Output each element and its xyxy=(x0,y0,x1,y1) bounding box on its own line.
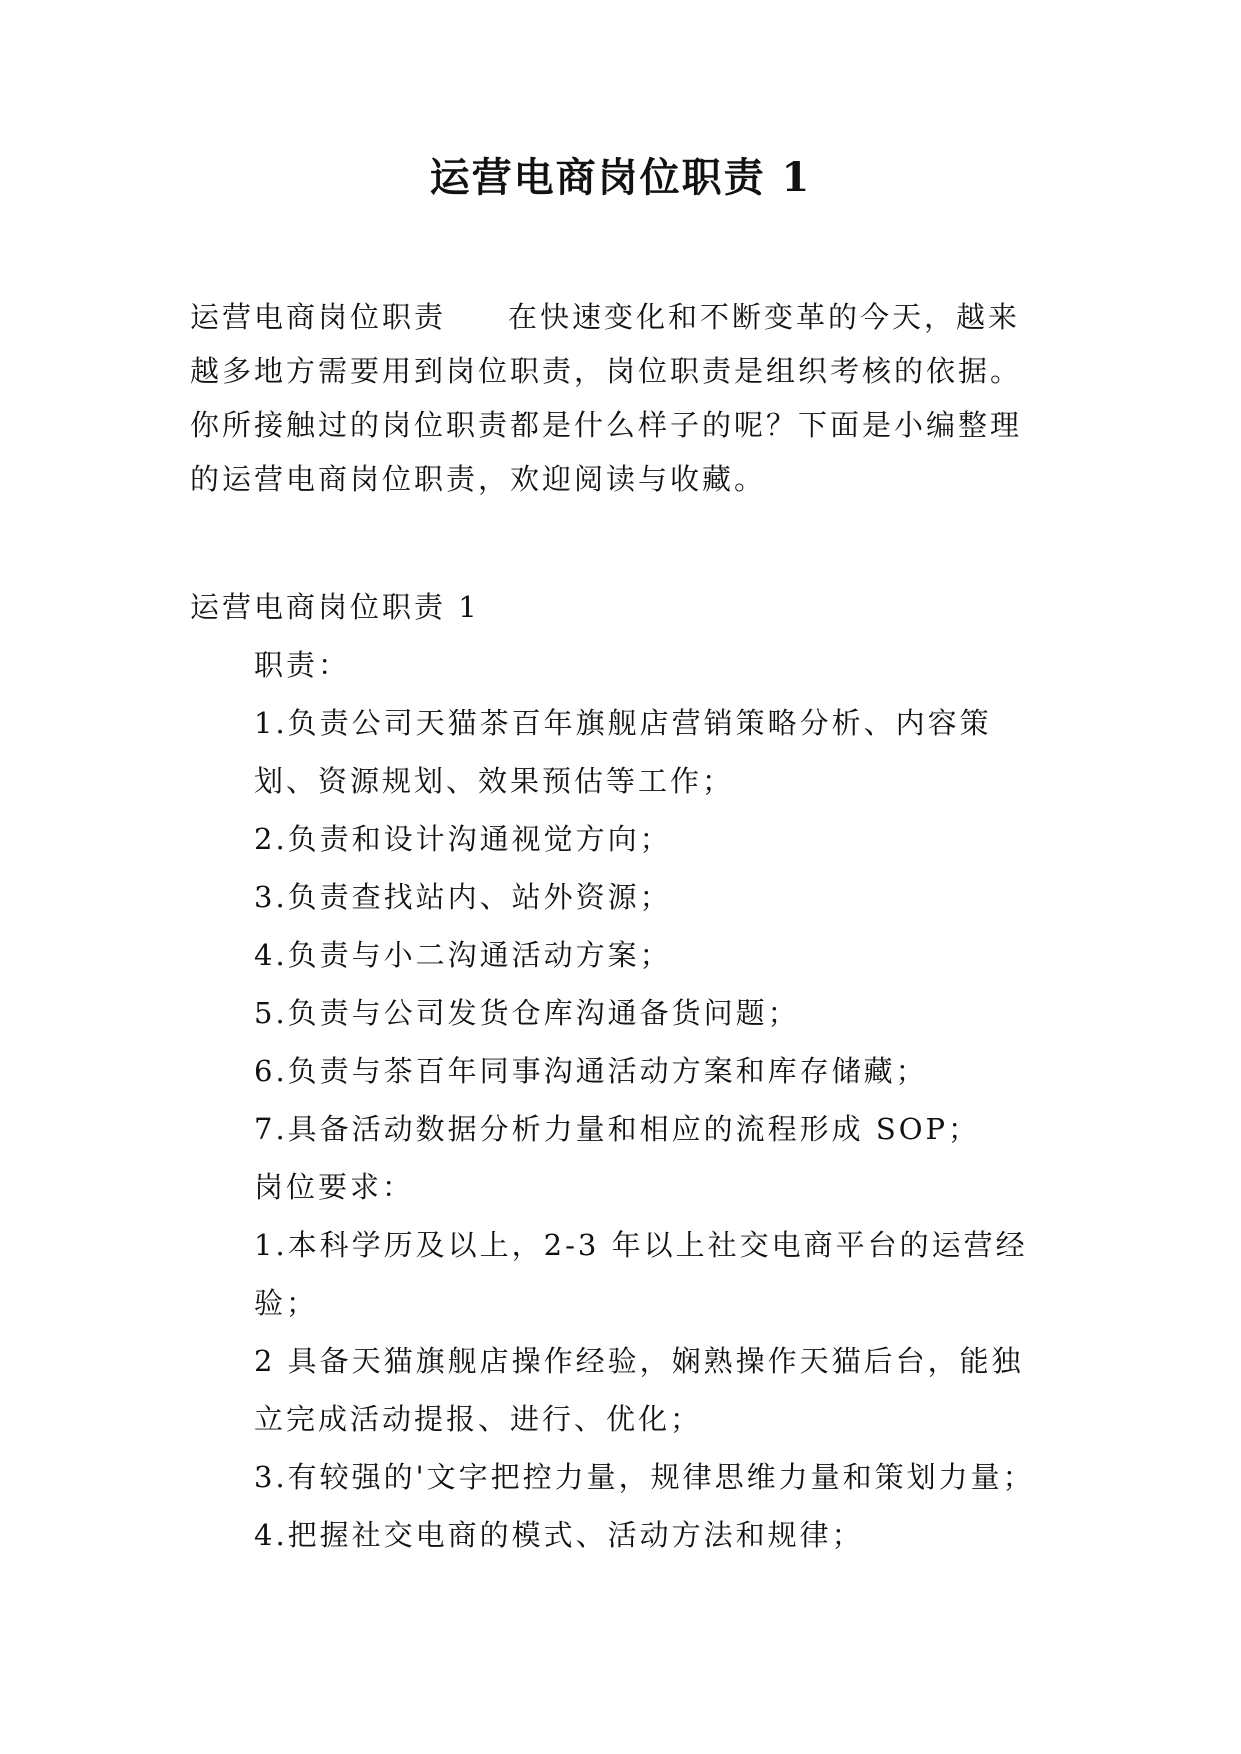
intro-paragraph xyxy=(190,290,1050,506)
duty-item: 2.负责和设计沟通视觉方向； xyxy=(254,822,672,856)
duty-item: 6.负责与茶百年同事沟通活动方案和库存储藏； xyxy=(254,1054,928,1088)
duties-label: 职责： xyxy=(254,648,351,682)
requirement-item: 3.有较强的'文字把控力量，规律思维力量和策划力量； xyxy=(254,1460,1035,1494)
intro-heading: 运营电商岗位职责 xyxy=(190,300,447,334)
requirements-label: 岗位要求： xyxy=(254,1170,415,1204)
duty-item: 1.负责公司天猫茶百年旗舰店营销策略分析、内容策划、资源规划、效果预估等工作； xyxy=(254,706,992,798)
duty-item: 7.具备活动数据分析力量和相应的流程形成 SOP； xyxy=(254,1112,981,1146)
requirement-item: 2 具备天猫旗舰店操作经验，娴熟操作天猫后台，能独立完成活动提报、进行、优化； xyxy=(254,1344,1024,1436)
section-content xyxy=(190,578,1050,1564)
duty-item: 4.负责与小二沟通活动方案； xyxy=(254,938,672,972)
requirement-item: 4.把握社交电商的模式、活动方法和规律； xyxy=(254,1518,864,1552)
intro-text: 在快速变化和不断变革的今天，越来越多地方需要用到岗位职责，岗位职责是组织考核的依据。你所接触过的岗位职责都是什么样子的呢？下面是小编整理的运营电商岗位职责，欢迎阅读与收藏。 xyxy=(190,300,1023,496)
requirement-item: 1.本科学历及以上，2-3 年以上社交电商平台的运营经验； xyxy=(254,1228,1028,1320)
duty-item: 5.负责与公司发货仓库沟通备货问题； xyxy=(254,996,800,1030)
duty-item: 3.负责查找站内、站外资源； xyxy=(254,880,672,914)
document-title: 运营电商岗位职责 1 xyxy=(429,154,812,201)
section-heading: 运营电商岗位职责 1 xyxy=(190,590,480,624)
